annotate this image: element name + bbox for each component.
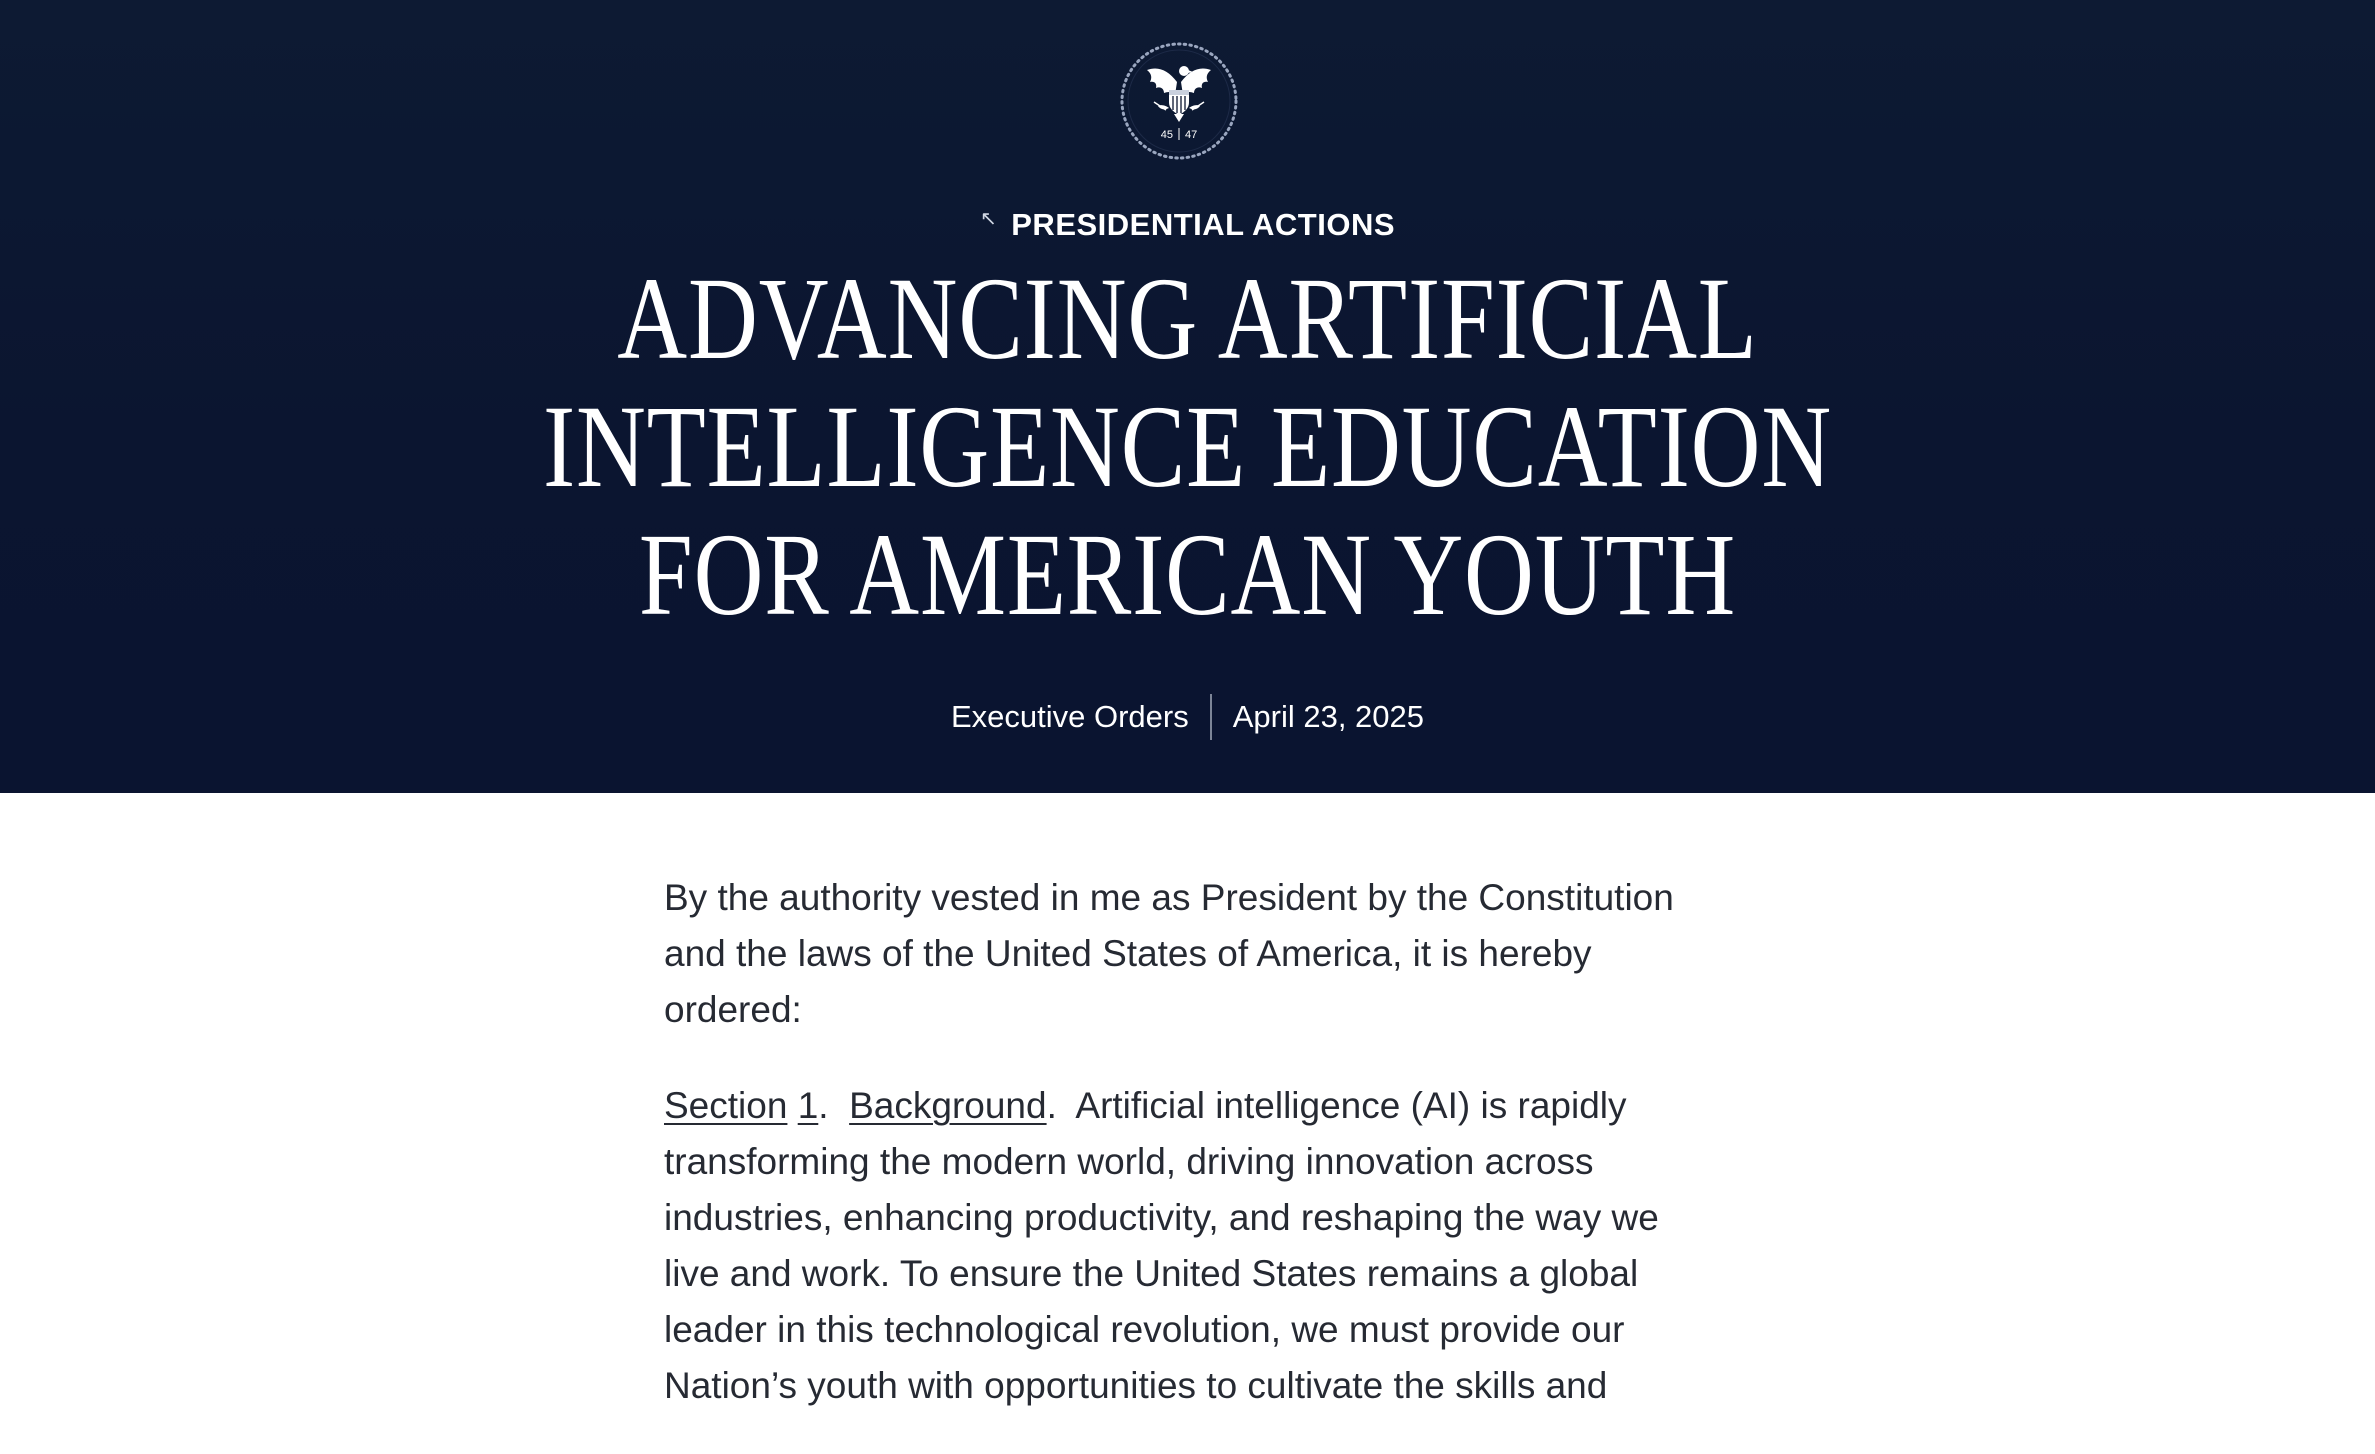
presidential-eagle-seal-icon bbox=[1118, 40, 1240, 162]
presidential-seal[interactable] bbox=[1118, 40, 1240, 162]
page-title-line-1: ADVANCING ARTIFICIAL bbox=[617, 253, 1758, 384]
page-title-line-3: FOR AMERICAN YOUTH bbox=[638, 509, 1737, 640]
section-number: 1 bbox=[797, 1085, 819, 1126]
section-1-paragraph: Section 1. Background. Artificial intelligence (AI) is rapidly transforming the modern world, driving innovation across industries, enhancing productivity, and reshaping the way we live and work. To ensure the United States remains a global leader in this technological revolution, we must provide our Nation’s youth with opportunities to cultivate the skills and bbox=[664, 1085, 1659, 1406]
seal-number-47: 47 bbox=[1185, 129, 1198, 141]
section-label: Section bbox=[664, 1085, 788, 1126]
seal-number-45: 45 bbox=[1160, 129, 1173, 141]
section-1-text: Artificial intelligence (AI) is rapidly transforming the modern world, driving innovation across industries, enhancing productivity, and reshaping the way we live and work. To ensure the United States remains a global leader in this technological revolution, we must provide our Nation’s youth with opportunities to cultivate the skills and bbox=[664, 1085, 1659, 1406]
presidential-actions-label: PRESIDENTIAL ACTIONS bbox=[1011, 207, 1396, 242]
article-body bbox=[664, 870, 1724, 1454]
arrow-up-left-icon: ↖ bbox=[979, 207, 998, 230]
publish-date: April 23, 2025 bbox=[1232, 699, 1425, 734]
post-meta bbox=[0, 693, 2375, 741]
intro-paragraph: By the authority vested in me as President by the Constitution and the laws of the United States of America, it is hereby ordered: bbox=[664, 877, 1674, 1030]
page-title-line-2: INTELLIGENCE EDUCATION bbox=[542, 381, 1833, 512]
presidential-actions-link[interactable] bbox=[0, 200, 2375, 250]
category-link-executive-orders[interactable]: Executive Orders bbox=[950, 699, 1189, 734]
section-heading: Background bbox=[849, 1085, 1047, 1126]
page-title bbox=[300, 255, 2075, 639]
